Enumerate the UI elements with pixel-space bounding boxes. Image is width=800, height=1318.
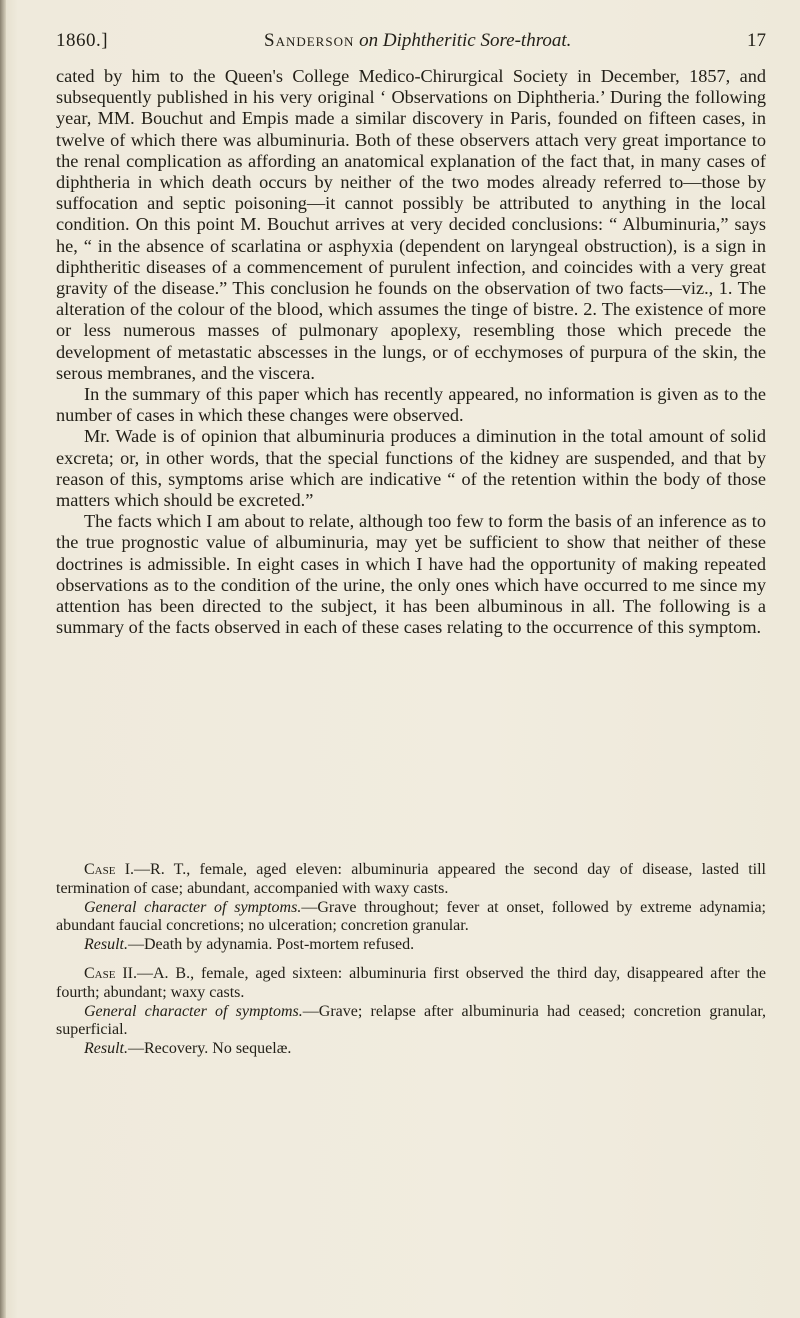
page-spine-shadow [0, 0, 6, 1318]
paragraph-continued: cated by him to the Queen's College Medico-Chirurgical Society in December, 1857, and subsequently published in his very original ‘ Observations on Diphtheria.’ During the following year, MM. Bouchut and Empis made a similar discovery in Paris, founded on fifteen cases, in twelve of which there was albuminuria. Both of these observers attach very great importance to the renal complication as affording an anatomical explanation of the fact that, in many cases of diphtheria in which death occurs by neither of the two modes already referred to—those by suffocation and septic poisoning—it cannot possibly be attributed to anything in the local condition. On this point M. Bouchut arrives at very decided conclusions: “ Albuminuria,” says he, “ in the absence of scarlatina or asphyxia (dependent on laryngeal obstruction), is a sign in diphtheritic diseases of a commencement of purulent infection, and coincides with a very great gravity of the disease.” This conclusion he founds on the observation of two facts—viz., 1. The alteration of the colour of the blood, which assumes the tinge of bistre. 2. The existence of more or less numerous masses of pulmonary apoplexy, resembling those which precede the development of metastatic abscesses in the lungs, or of ecchymoses of purpura of the skin, the serous membranes, and the viscera. [56, 66, 766, 383]
case-heading: Case II. [84, 964, 137, 982]
result-label: Result. [84, 1040, 128, 1058]
result-text: —Recovery. No sequelæ. [128, 1040, 292, 1058]
result-label: Result. [84, 936, 128, 954]
case-result [56, 936, 766, 955]
running-title [264, 30, 571, 52]
paragraph: Mr. Wade is of opinion that albuminuria produces a diminution in the total amount of solid excreta; or, in other words, that the special functions of the kidney are suspended, and that by reason of this, symptoms arise which are indicative “ of the retention within the body of those matters which should be excreted.” [56, 426, 766, 511]
case-intro-text: —A. B., female, aged sixteen: albuminuria first observed the third day, disappeared after the fourth; abundant; waxy casts. [56, 964, 766, 1001]
case-entry [56, 965, 766, 1059]
general-character-label: General character of symptoms. [84, 1002, 303, 1020]
header-on: on [359, 30, 379, 51]
general-character-text: —Grave; relapse after albuminuria had ceased; concretion granular, superficial. [56, 1002, 767, 1039]
header-author: Sanderson [264, 30, 355, 51]
general-character-label: General character of symptoms. [84, 898, 302, 916]
paragraph: The facts which I am about to relate, although too few to form the basis of an inference as to the true prognostic value of albuminuria, may yet be sufficient to show that neither of these doctrines is admissible. In eight cases in which I have had the opportunity of making repeated observations as to the condition of the urine, the only ones which have occurred to me since my attention has been directed to the subject, it has been albuminous in all. The following is a summary of the facts observed in each of these cases relating to the occurrence of this symptom. [56, 511, 766, 638]
running-header [56, 30, 766, 56]
case-intro [56, 965, 766, 1003]
case-general [56, 1003, 766, 1041]
general-character-text: —Grave throughout; fever at onset, followed by extreme adynamia; abundant faucial concretions; no ulceration; concretion granular. [56, 898, 767, 935]
case-intro [56, 861, 766, 899]
case-summaries [56, 861, 766, 1059]
header-topic: Diphtheritic Sore-throat. [382, 30, 572, 51]
case-intro-text: —R. T., female, aged eleven: albuminuria appeared the second day of disease, lasted till termination of case; abundant, accompanied with waxy casts. [56, 861, 767, 897]
result-text: —Death by adynamia. Post-mortem refused. [128, 936, 415, 954]
case-entry [56, 861, 766, 955]
case-heading: Case I. [84, 861, 135, 878]
paragraph: In the summary of this paper which has recently appeared, no information is given as to the number of cases in which these changes were observed. [56, 384, 766, 426]
header-year: 1860.] [56, 30, 109, 51]
case-result [56, 1040, 766, 1059]
main-text [56, 66, 766, 638]
case-general [56, 899, 766, 937]
page-number: 17 [747, 30, 766, 51]
